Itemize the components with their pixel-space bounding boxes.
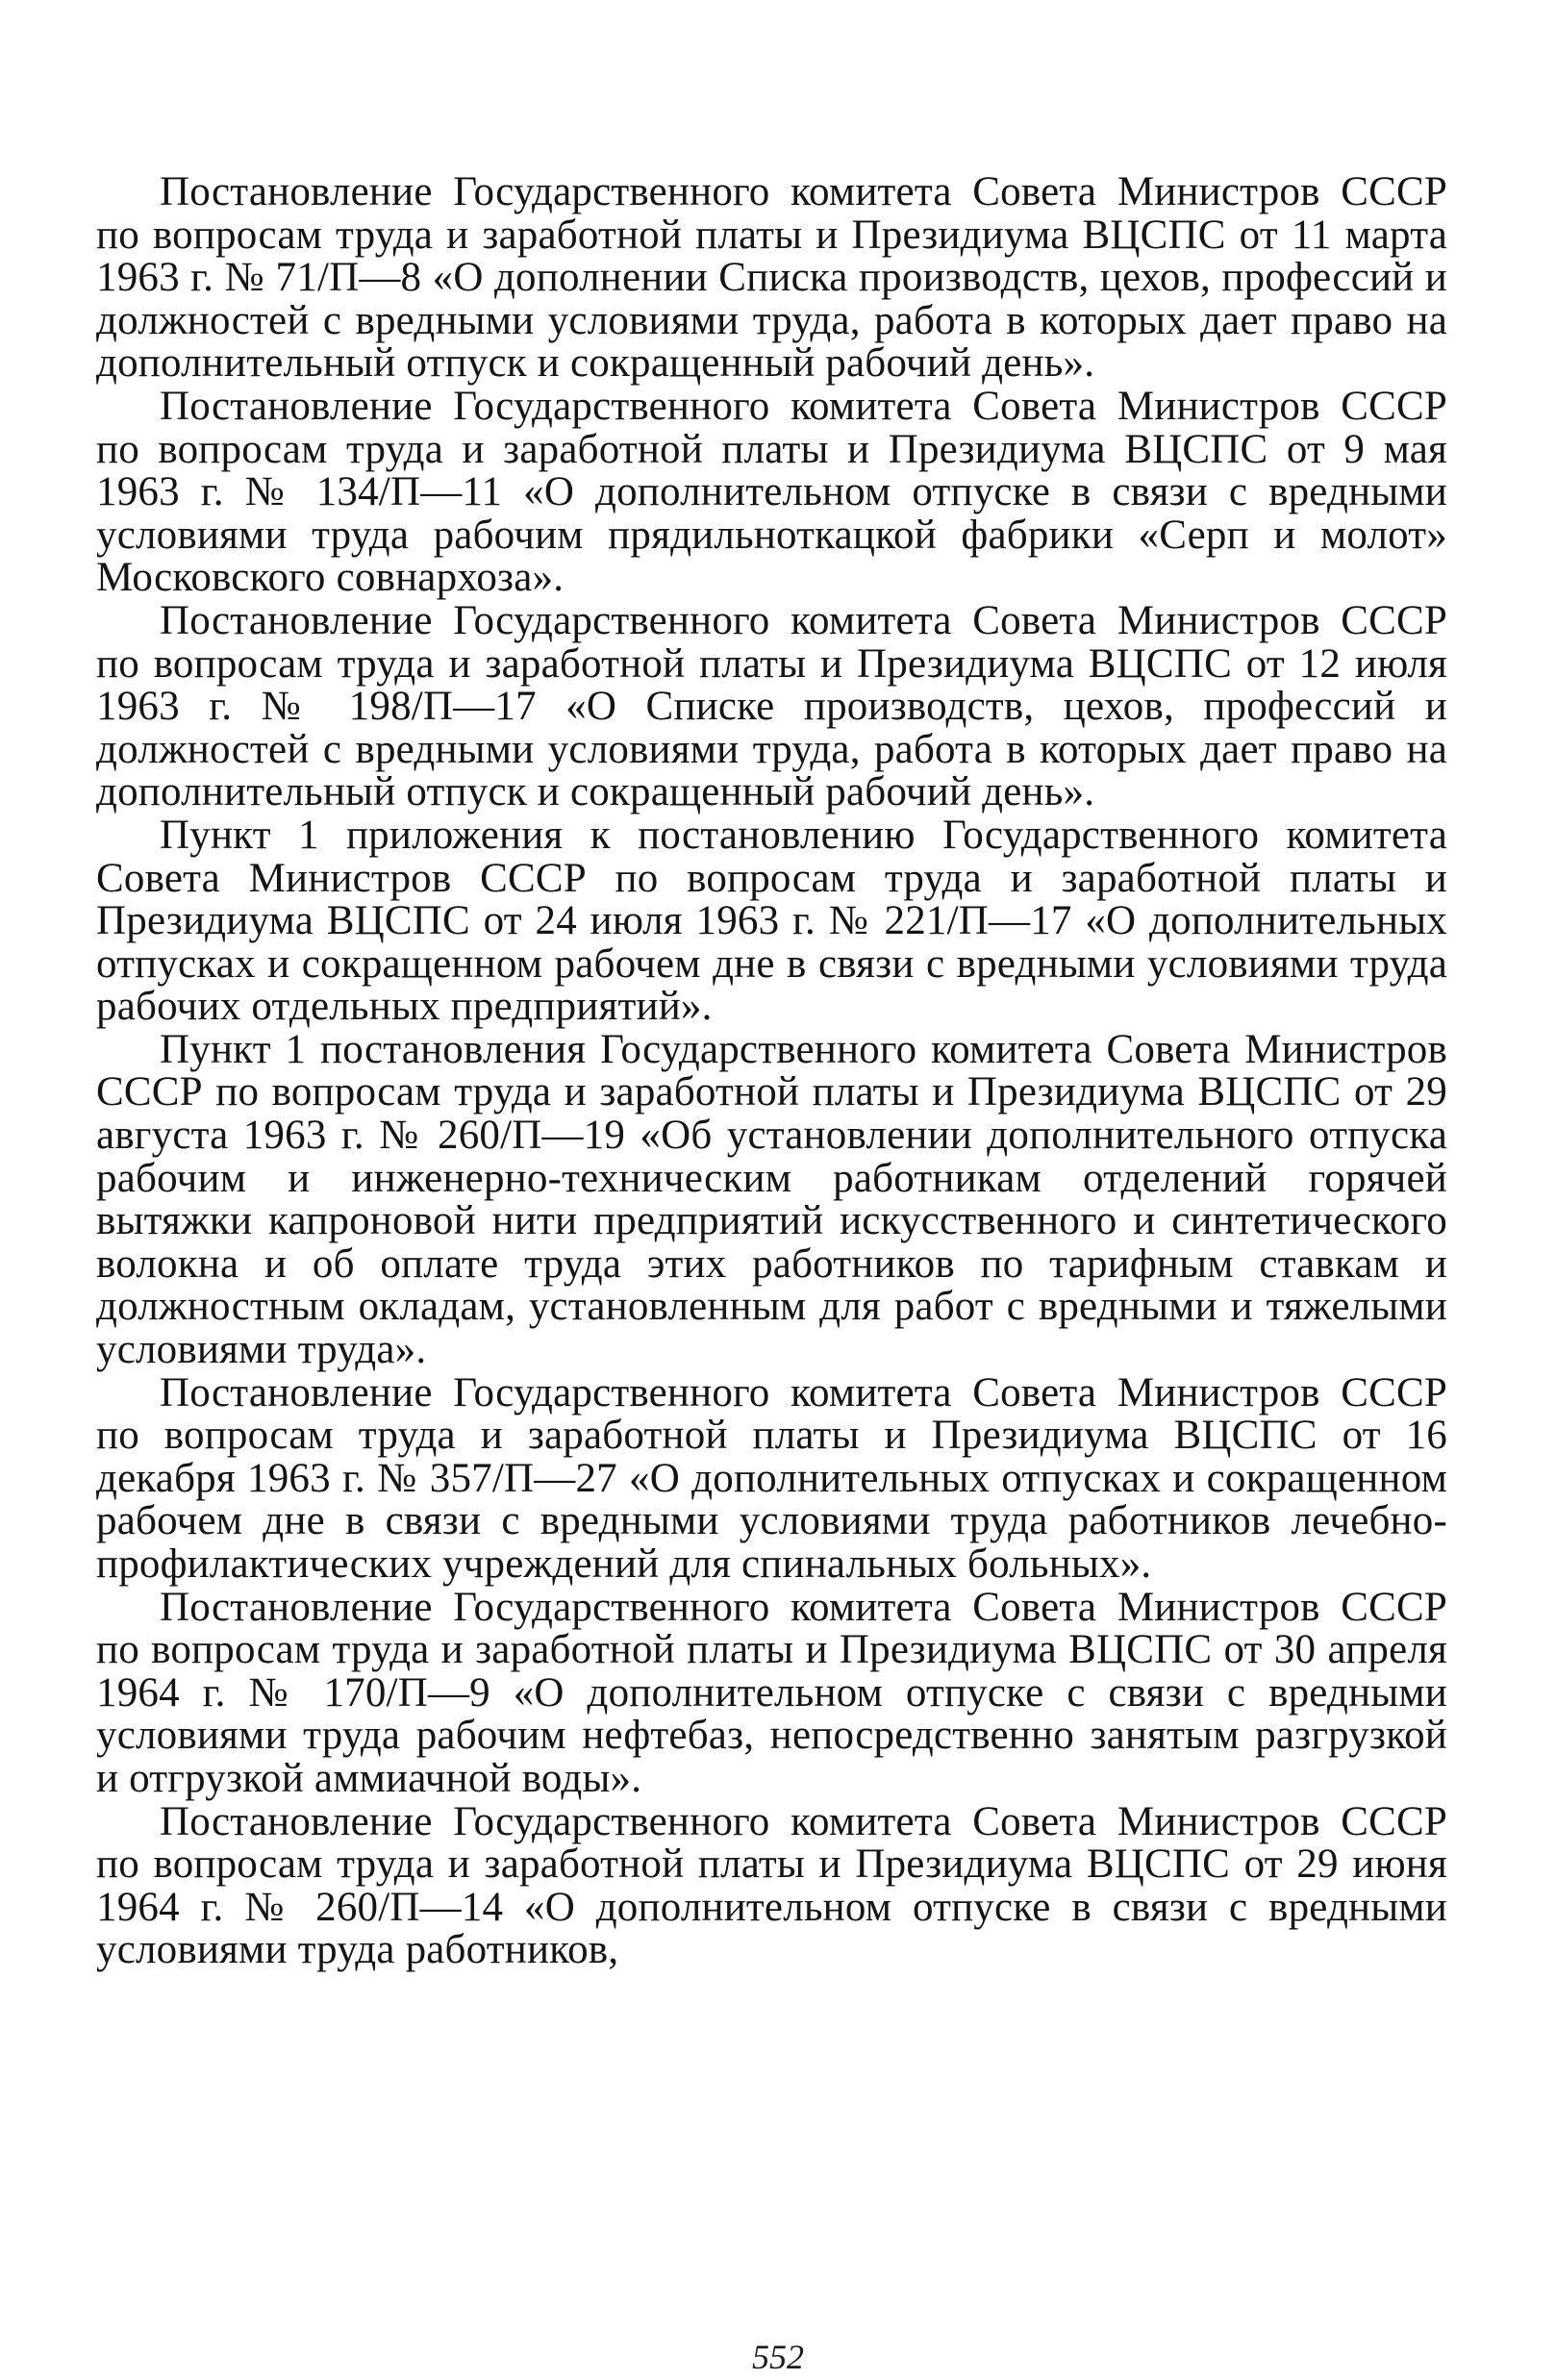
paragraph-resolution-170: Постановление Государственного комитета Совета Министров СССР по вопросам труда и заработной платы и Президиума ВЦСПС от 30 апреля 1964 г. № 170/П—9 «О дополнительном отпуске с связи с вредными условиями труда рабочим нефтебаз, непосредственно занятым разгрузкой и отгрузкой аммиачной воды». (96, 1584, 1447, 1801)
page-number: 552 (752, 2338, 804, 2376)
paragraph-resolution-134: Постановление Государственного комитета Совета Министров СССР по вопросам труда и заработной платы и Президиума ВЦСПС от 9 мая 1963 г. № 134/П—11 «О дополнительном отпуске в связи с вредными условиями труда рабочим прядильноткацкой фабрики «Серп и молот» Московского совнархоза». (96, 383, 1447, 601)
paragraph-resolution-260-1963: Пункт 1 постановления Государственного комитета Совета Министров СССР по вопросам труда и заработной платы и Президиума ВЦСПС от 29 августа 1963 г. № 260/П—19 «Об установлении дополнительного отпуска рабочим и инженерно-техническим работникам отделений горячей вытяжки капроновой нити предприятий искусственного и синтетического волокна и об оплате труда этих работников по тарифным ставкам и должностным окладам, установленным для работ с вредными и тяжелыми условиями труда». (96, 1026, 1447, 1373)
paragraph-resolution-357: Постановление Государственного комитета Совета Министров СССР по вопросам труда и заработной платы и Президиума ВЦСПС от 16 декабря 1963 г. № 357/П—27 «О дополнительных отпусках и сокращенном рабочем дне в связи с вредными условиями труда работников лечебно-профилактических учреждений для спинальных больных». (96, 1369, 1447, 1587)
document-body (96, 171, 1447, 1972)
paragraph-resolution-221: Пункт 1 приложения к постановлению Государственного комитета Совета Министров СССР по вопросам труда и заработной платы и Президиума ВЦСПС от 24 июля 1963 г. № 221/П—17 «О дополнительных отпусках и сокращенном рабочем дне в связи с вредными условиями труда рабочих отдельных предприятий». (96, 812, 1447, 1030)
paragraph-resolution-198: Постановление Государственного комитета Совета Министров СССР по вопросам труда и заработной платы и Президиума ВЦСПС от 12 июля 1963 г. № 198/П—17 «О Списке производств, цехов, профессий и должностей с вредными условиями труда, работа в которых дает право на дополнительный отпуск и сокращенный рабочий день». (96, 597, 1447, 815)
paragraph-resolution-260-1964: Постановление Государственного комитета Совета Министров СССР по вопросам труда и заработной платы и Президиума ВЦСПС от 29 июня 1964 г. № 260/П—14 «О дополнительном отпуске в связи с вредными условиями труда работников, (96, 1798, 1447, 1973)
paragraph-resolution-71: Постановление Государственного комитета Совета Министров СССР по вопросам труда и заработной платы и Президиума ВЦСПС от 11 марта 1963 г. № 71/П—8 «О дополнении Списка производств, цехов, профессий и должностей с вредными условиями труда, работа в которых дает право на дополнительный отпуск и сокращенный рабочий день». (96, 169, 1447, 387)
